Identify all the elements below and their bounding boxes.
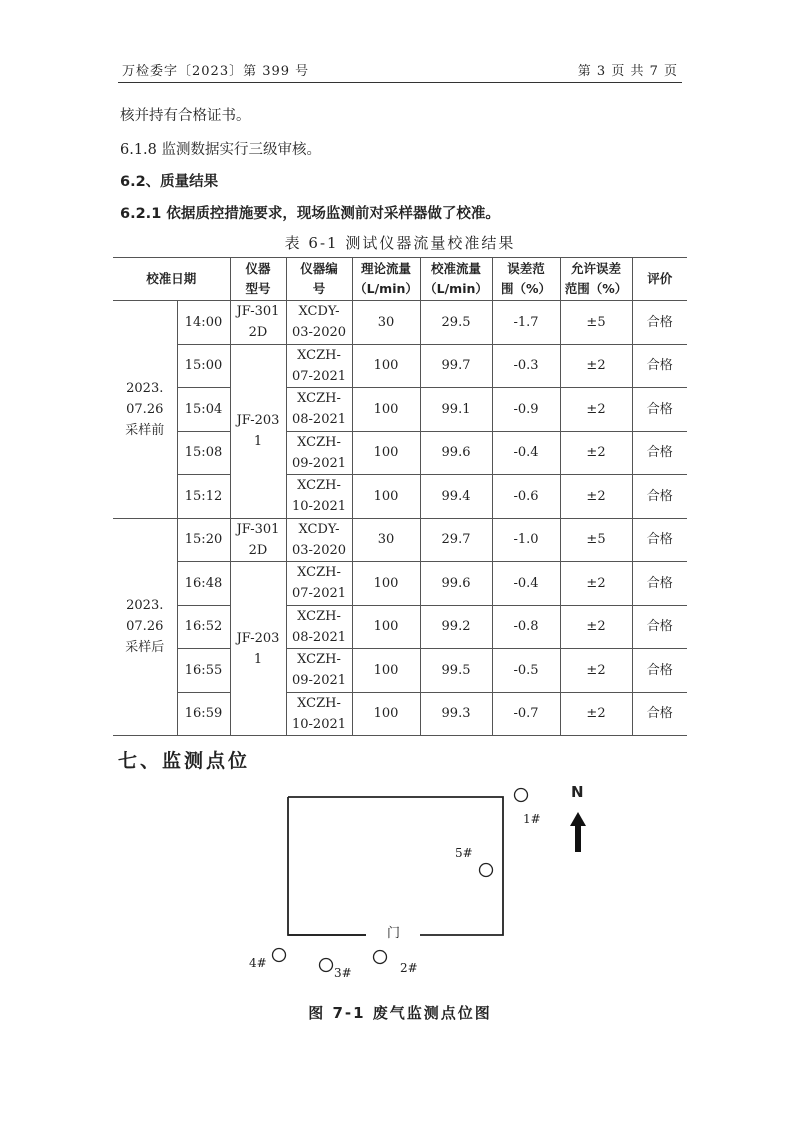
theory-cell: 100	[352, 344, 420, 388]
error-cell: -0.9	[492, 388, 560, 432]
point-1-marker	[515, 789, 528, 802]
point-1-label: 1#	[523, 812, 541, 826]
eval-cell: 合格	[632, 518, 687, 562]
paragraph-bold: 6.2.1 依据质控措施要求，现场监测前对采样器做了校准。	[120, 206, 500, 222]
serial-cell: XCDY- 03-2020	[286, 518, 352, 562]
time-cell: 15:20	[177, 518, 230, 562]
allowed-cell: ±2	[560, 431, 632, 475]
allowed-cell: ±2	[560, 605, 632, 649]
model-cell: JF-301 2D	[230, 301, 286, 345]
serial-cell: XCZH- 09-2021	[286, 431, 352, 475]
error-cell: -0.3	[492, 344, 560, 388]
point-5-marker	[480, 864, 493, 877]
time-cell: 14:00	[177, 301, 230, 345]
error-cell: -1.0	[492, 518, 560, 562]
time-cell: 16:48	[177, 562, 230, 606]
time-cell: 16:59	[177, 692, 230, 736]
point-3-label: 3#	[334, 966, 352, 980]
error-cell: -0.4	[492, 431, 560, 475]
calib-cell: 29.7	[420, 518, 492, 562]
theory-cell: 100	[352, 388, 420, 432]
page-number: 第 3 页 共 7 页	[577, 64, 678, 79]
section-heading: 6.2、质量结果	[120, 174, 219, 190]
calib-cell: 99.5	[420, 649, 492, 693]
calib-cell: 29.5	[420, 301, 492, 345]
serial-cell: XCZH- 08-2021	[286, 388, 352, 432]
eval-cell: 合格	[632, 388, 687, 432]
serial-cell: XCDY- 03-2020	[286, 301, 352, 345]
eval-cell: 合格	[632, 301, 687, 345]
theory-cell: 100	[352, 475, 420, 519]
header-theory: 理论流量 （L/min）	[352, 258, 420, 301]
site-boundary	[288, 797, 503, 935]
time-cell: 16:52	[177, 605, 230, 649]
model-cell: JF-203 1	[230, 562, 286, 736]
point-4-marker	[273, 949, 286, 962]
header-serial: 仪器编 号	[286, 258, 352, 301]
eval-cell: 合格	[632, 344, 687, 388]
time-cell: 16:55	[177, 649, 230, 693]
header-allowed: 允许误差 范围（%）	[560, 258, 632, 301]
theory-cell: 100	[352, 605, 420, 649]
date-cell: 2023. 07.26 采样后	[113, 518, 177, 736]
allowed-cell: ±5	[560, 301, 632, 345]
allowed-cell: ±2	[560, 649, 632, 693]
allowed-cell: ±5	[560, 518, 632, 562]
header-eval: 评价	[632, 258, 687, 301]
point-2-marker	[374, 951, 387, 964]
allowed-cell: ±2	[560, 388, 632, 432]
error-cell: -0.7	[492, 692, 560, 736]
figure-caption: 图 7-1 废气监测点位图	[308, 1004, 492, 1022]
gate-label: 门	[387, 926, 401, 941]
eval-cell: 合格	[632, 431, 687, 475]
point-4-label: 4#	[249, 956, 267, 970]
header-model: 仪器 型号	[230, 258, 286, 301]
theory-cell: 100	[352, 431, 420, 475]
theory-cell: 30	[352, 301, 420, 345]
error-cell: -0.5	[492, 649, 560, 693]
allowed-cell: ±2	[560, 692, 632, 736]
north-label: N	[571, 783, 584, 801]
eval-cell: 合格	[632, 692, 687, 736]
eval-cell: 合格	[632, 649, 687, 693]
time-cell: 15:00	[177, 344, 230, 388]
point-5-label: 5#	[455, 846, 473, 860]
serial-cell: XCZH- 10-2021	[286, 475, 352, 519]
document-number: 万检委字〔2023〕第 399 号	[122, 64, 310, 79]
header-calib: 校准流量 （L/min）	[420, 258, 492, 301]
serial-cell: XCZH- 09-2021	[286, 649, 352, 693]
eval-cell: 合格	[632, 475, 687, 519]
error-cell: -0.6	[492, 475, 560, 519]
error-cell: -0.8	[492, 605, 560, 649]
time-cell: 15:08	[177, 431, 230, 475]
north-arrow-icon	[570, 812, 586, 852]
theory-cell: 30	[352, 518, 420, 562]
calib-cell: 99.7	[420, 344, 492, 388]
point-2-label: 2#	[400, 961, 418, 975]
header-date: 校准日期	[113, 258, 230, 301]
eval-cell: 合格	[632, 562, 687, 606]
model-cell: JF-203 1	[230, 344, 286, 518]
calib-cell: 99.3	[420, 692, 492, 736]
error-cell: -1.7	[492, 301, 560, 345]
allowed-cell: ±2	[560, 475, 632, 519]
error-cell: -0.4	[492, 562, 560, 606]
serial-cell: XCZH- 10-2021	[286, 692, 352, 736]
paragraph: 6.1.8 监测数据实行三级审核。	[120, 142, 322, 158]
calib-cell: 99.1	[420, 388, 492, 432]
theory-cell: 100	[352, 649, 420, 693]
model-cell: JF-301 2D	[230, 518, 286, 562]
calib-cell: 99.4	[420, 475, 492, 519]
calib-cell: 99.6	[420, 431, 492, 475]
calib-cell: 99.2	[420, 605, 492, 649]
eval-cell: 合格	[632, 605, 687, 649]
serial-cell: XCZH- 08-2021	[286, 605, 352, 649]
header-error: 误差范 围（%）	[492, 258, 560, 301]
table-caption: 表 6-1 测试仪器流量校准结果	[284, 234, 516, 252]
section-7-title: 七、监测点位	[118, 750, 251, 772]
time-cell: 15:04	[177, 388, 230, 432]
allowed-cell: ±2	[560, 344, 632, 388]
theory-cell: 100	[352, 692, 420, 736]
date-cell: 2023. 07.26 采样前	[113, 301, 177, 519]
time-cell: 15:12	[177, 475, 230, 519]
calib-cell: 99.6	[420, 562, 492, 606]
point-3-marker	[320, 959, 333, 972]
paragraph: 核并持有合格证书。	[120, 108, 251, 124]
serial-cell: XCZH- 07-2021	[286, 344, 352, 388]
serial-cell: XCZH- 07-2021	[286, 562, 352, 606]
allowed-cell: ±2	[560, 562, 632, 606]
theory-cell: 100	[352, 562, 420, 606]
